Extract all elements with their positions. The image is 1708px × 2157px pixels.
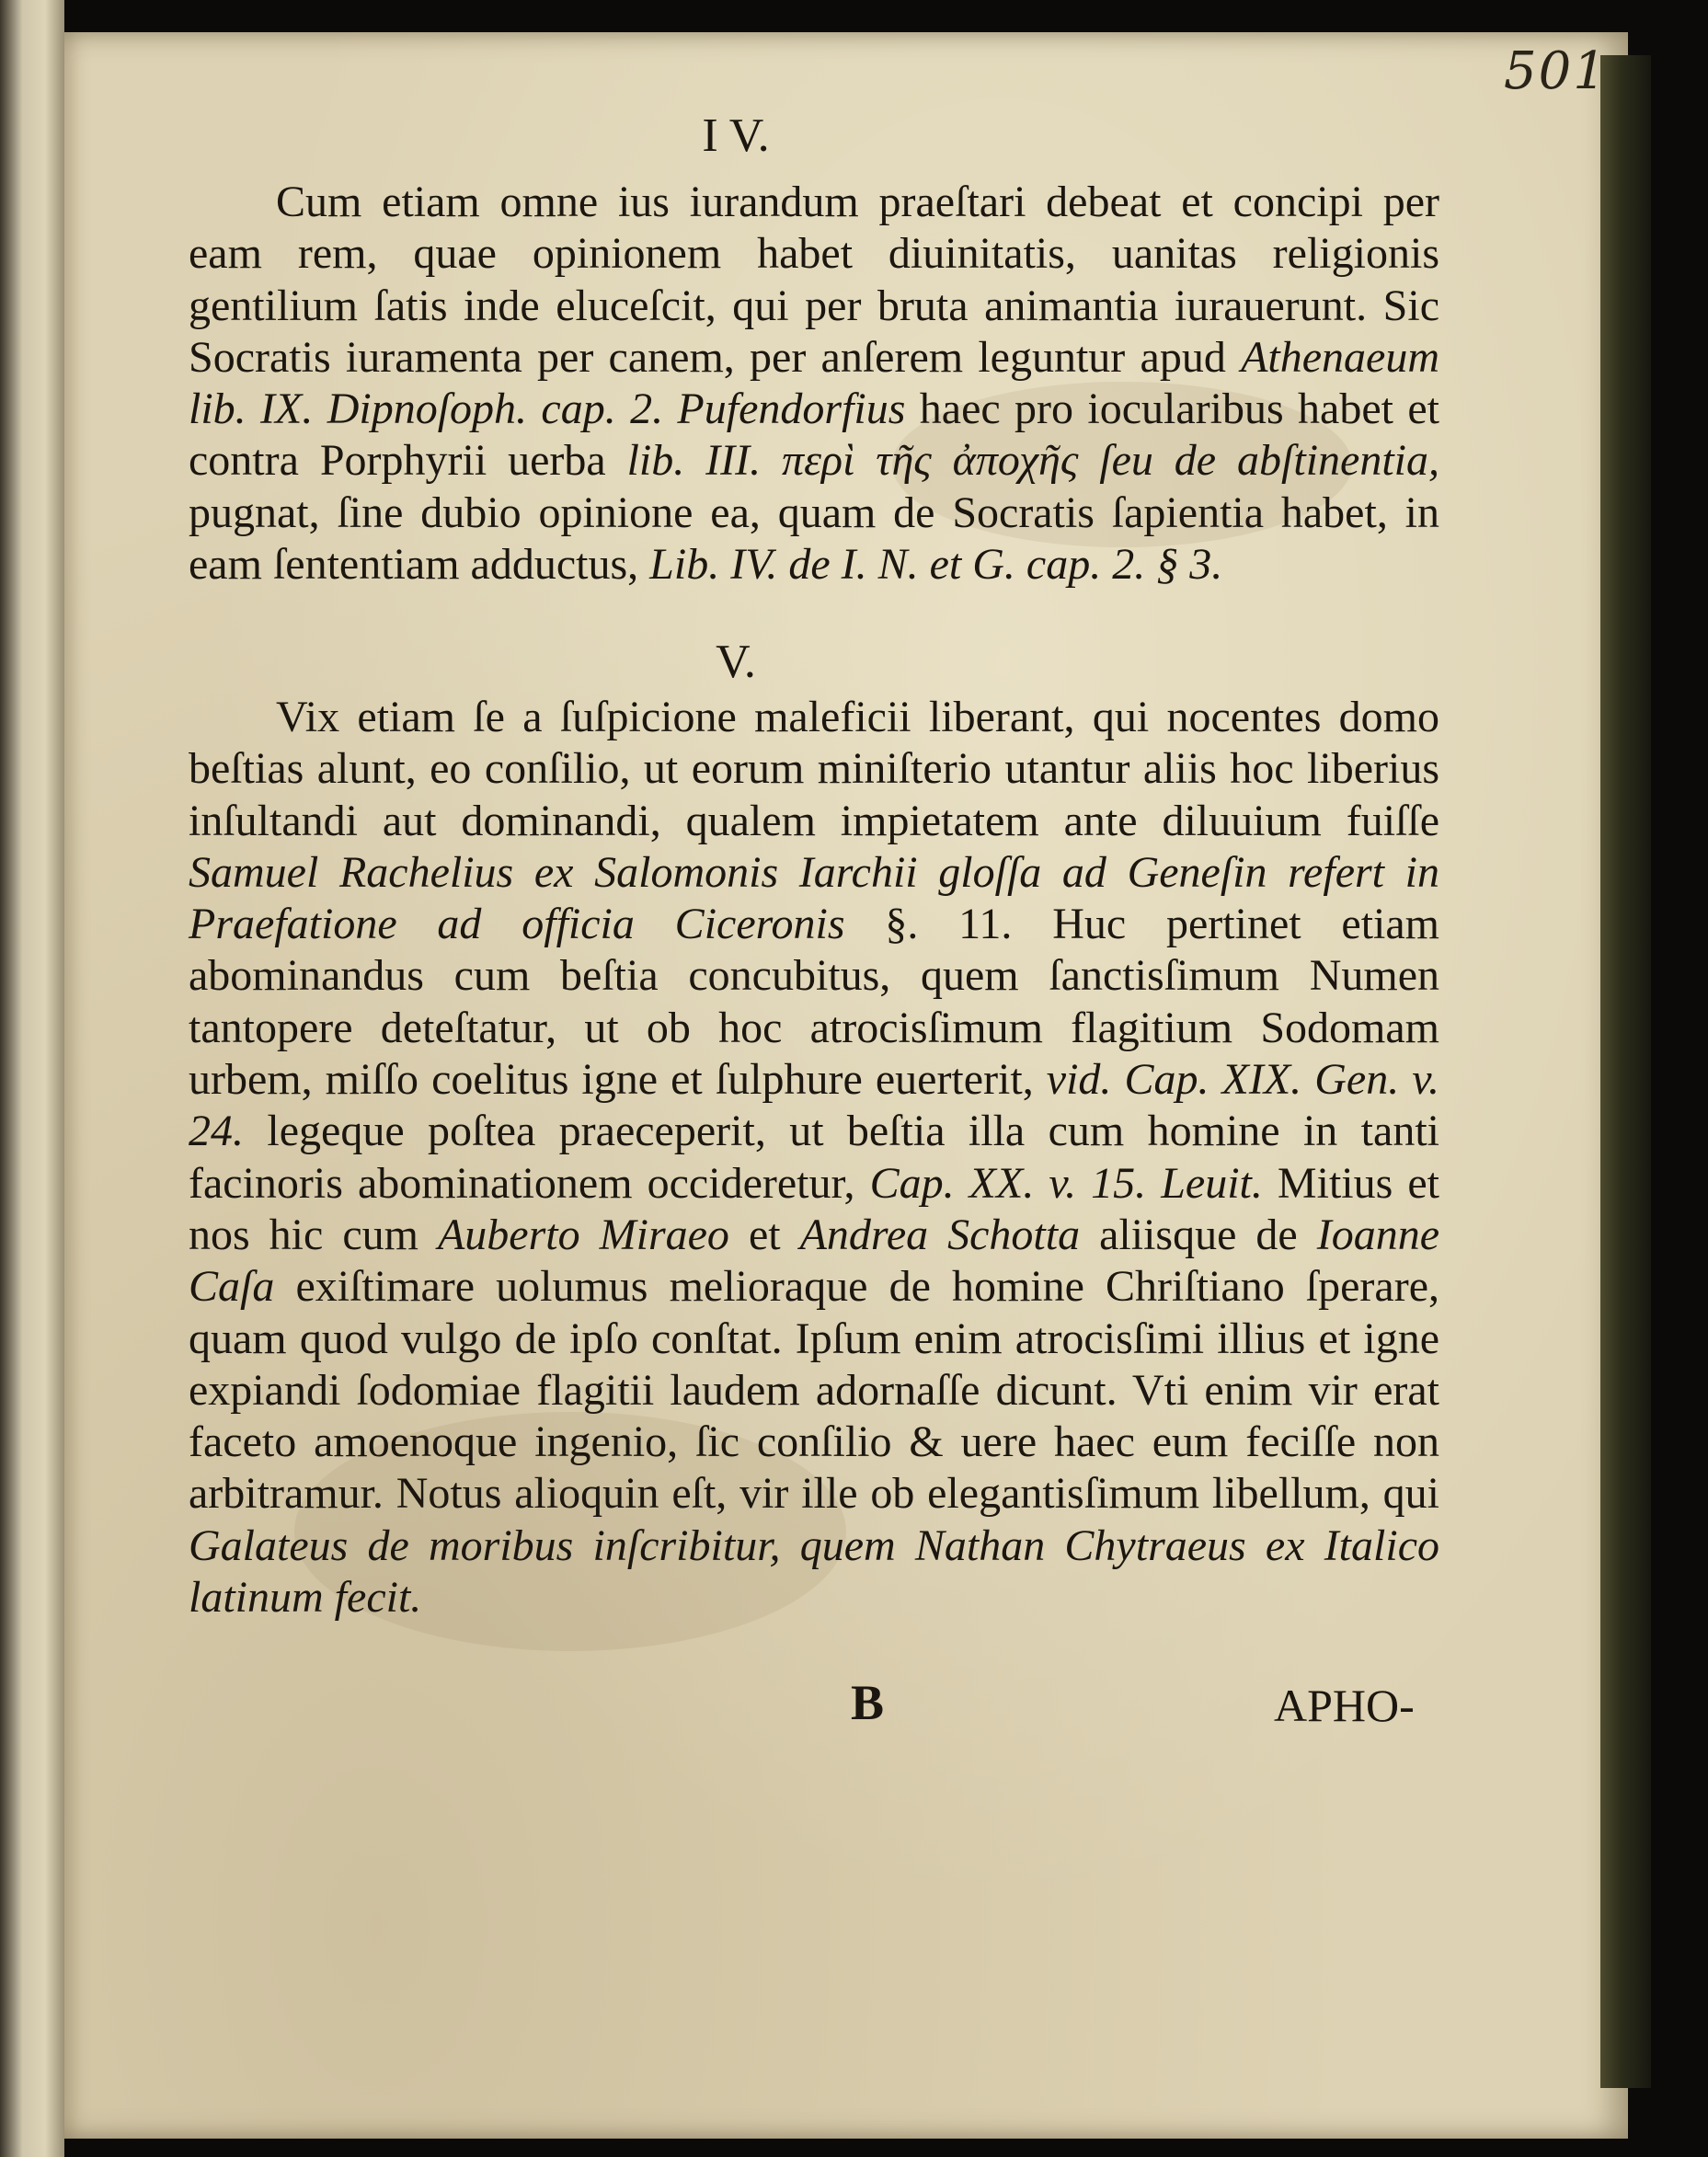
body-text: Vix etiam ſe a ſuſpicione maleficii liberant, qui nocentes domo beſtias alunt, eo conſilio, ut eorum miniſterio utantur aliis hoc liberius inſultandi aut dominandi, qualem impietatem ante diluuium fuiſſe [189, 693, 1439, 845]
citation-italic-text: vid. Cap. XIX. Gen. v. 24. [189, 1055, 1439, 1156]
book-fore-edge [1600, 55, 1651, 2088]
body-text: Cum etiam omne ius iurandum praeſtari debeat et concipi per eam rem, quae opinionem habet diuinitatis, uanitas religionis gentilium ſatis inde eluceſcit, qui per bruta animantia iurauerunt. Sic Socratis iuramenta per canem, per anſerem leguntur apud [189, 178, 1439, 382]
body-text: legeque poſtea praeceperit, ut beſtia illa cum homine in tanti facinoris abominationem occideretur, [189, 1107, 1439, 1208]
citation-italic-text: Auberto Miraeo [437, 1210, 729, 1259]
section-v-paragraph [189, 692, 1439, 1623]
body-text: et [728, 1210, 800, 1259]
citation-italic-text: lib. III. περὶ τῆς ἀποχῆς ſeu de abſtinentia, [626, 436, 1440, 486]
folio-number: 501 [1504, 41, 1608, 101]
section-iv-heading: I V. [702, 109, 770, 162]
citation-italic-text: Samuel Rachelius ex Salomonis Iarchii gloſſa ad Geneſin refert in Praefatione ad officia Ciceronis [189, 847, 1439, 949]
body-text: Mitius et nos hic cum [189, 1158, 1439, 1259]
body-text: pugnat, ſine dubio opinione ea, quam de Socratis ſapientia habet, in eam ſententiam adductus, [189, 488, 1439, 590]
citation-italic-text: Ioanne Caſa [189, 1210, 1440, 1312]
body-text: §. 11. Huc pertinet etiam abominandus cum beſtia concubitus, quem ſanctisſimum Numen tantopere deteſtatur, ut ob hoc atrocisſimum flagitium Sodomam urbem, miſſo coelitus igne et ſulphure euerterit, [189, 900, 1440, 1105]
citation-italic-text: Athenaeum lib. IX. Dipnoſoph. cap. 2. Pufendorfius [189, 332, 1439, 434]
catchword: APHO- [1274, 1680, 1415, 1731]
adjacent-page-edge [0, 0, 64, 2157]
body-text: exiſtimare uolumus melioraque de homine Chriſtiano ſperare, quam quod vulgo de ipſo conſtat. Ipſum enim atrocisſimi illius et igne expiandi ſodomiae flagitii laudem adornaſſe dicunt. Vti enim vir erat faceto amoenoque ingenio, ſic conſilio & uere haec eum feciſſe non arbitramur. Notus alioquin eſt, vir ille ob elegantisſimum libellum, qui [189, 1262, 1439, 1519]
citation-italic-text: Cap. XX. v. 15. Leuit. [869, 1158, 1263, 1208]
body-text: haec pro iocularibus habet et contra Porphyrii uerba [189, 384, 1440, 486]
section-iv-paragraph [189, 177, 1439, 591]
citation-italic-text: Galateus de moribus inſcribitur, quem Nathan Chytraeus ex Italico latinum fecit. [189, 1520, 1439, 1623]
signature-mark: B [851, 1675, 885, 1730]
section-v-heading: V. [716, 636, 756, 688]
citation-italic-text: Lib. IV. de I. N. et G. cap. 2. § 3. [649, 540, 1223, 590]
citation-italic-text: Andrea Schotta [799, 1210, 1081, 1259]
body-text: aliisque de [1080, 1210, 1317, 1259]
